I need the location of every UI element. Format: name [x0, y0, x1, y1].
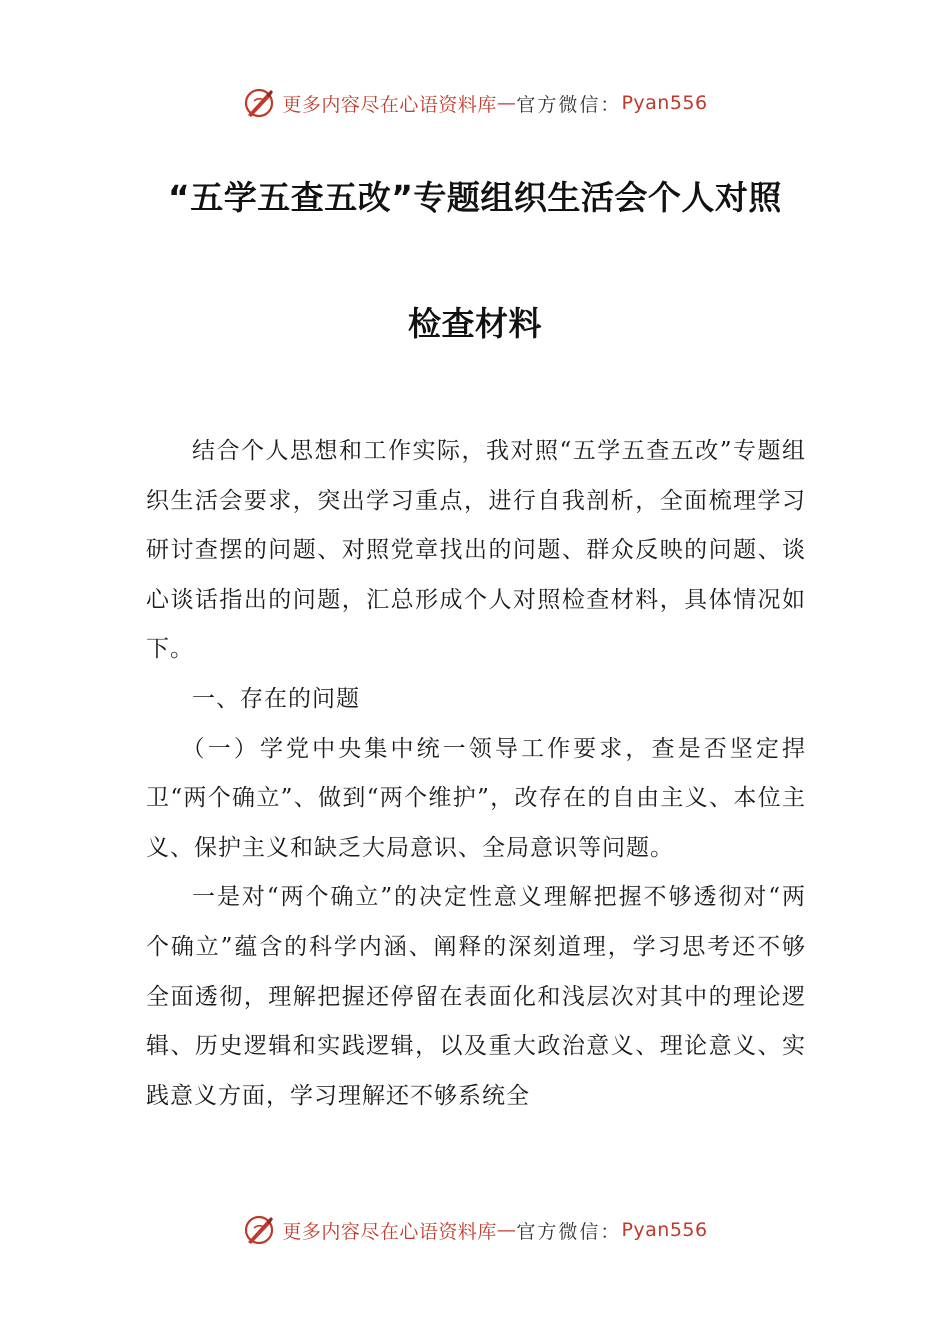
header-watermark [0, 83, 950, 123]
watermark-official-label: 官方微信： [516, 1220, 622, 1243]
intro-paragraph: 结合个人思想和工作实际，我对照“五学五查五改”专题组织生活会要求，突出学习重点，进行自我剖析，全面梳理学习研讨查摆的问题、对照党章找出的问题、群众反映的问题、谈心谈话指出的问题，汇总形成个人对照检查材料，具体情况如下。 [146, 438, 806, 663]
section-heading: 一、存在的问题 [192, 685, 360, 712]
document-title-line-2: 检查材料 [408, 304, 542, 343]
watermark-official-label: 官方微信： [516, 93, 622, 116]
watermark-brand: 更多内容尽在心语资料库 [282, 93, 497, 116]
watermark-separator: — [496, 92, 517, 114]
watermark-brand: 更多内容尽在心语资料库 [282, 1220, 497, 1243]
pen-logo-icon [242, 86, 276, 120]
watermark-wechat-id: Pyan556 [621, 92, 708, 114]
watermark-separator: — [496, 1219, 517, 1241]
subsection-paragraph: （一）学党中央集中统一领导工作要求，查是否坚定捍卫“两个确立”、做到“两个维护”，改存在的自由主义、本位主义、保护主义和缺乏大局意识、全局意识等问题。 [146, 735, 806, 861]
watermark-wechat-id: Pyan556 [621, 1219, 708, 1241]
point-paragraph: 一是对“两个确立”的决定性意义理解把握不够透彻对“两个确立”蕴含的科学内涵、阐释的深刻道理，学习思考还不够全面透彻，理解把握还停留在表面化和浅层次对其中的理论逻辑、历史逻辑和实践逻辑，以及重大政治意义、理论意义、实践意义方面，学习理解还不够系统全 [146, 884, 806, 1109]
pen-logo-icon [242, 1213, 276, 1247]
footer-watermark [0, 1210, 950, 1250]
document-body [146, 427, 806, 1121]
document-title-line-1: “五学五查五改”专题组织生活会个人对照 [168, 178, 782, 217]
